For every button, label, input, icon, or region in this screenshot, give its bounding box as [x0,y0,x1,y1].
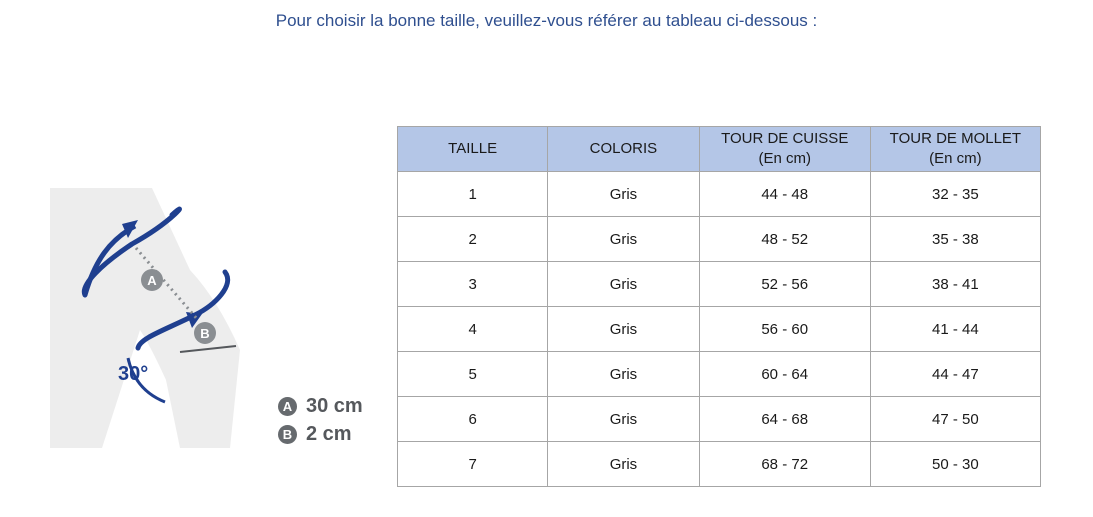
marker-b-label: B [200,326,210,341]
table-row [398,217,1041,262]
cell-mollet: 32 - 35 [870,172,1040,217]
header-coloris [548,127,699,172]
leg-shape [50,188,240,448]
measurement-legend [278,392,363,448]
header-taille-line1: TAILLE [448,140,498,157]
cell-mollet: 50 - 30 [870,442,1040,487]
cell-taille: 1 [398,172,548,217]
header-mollet-line2: (En cm) [929,150,982,167]
cell-cuisse: 52 - 56 [699,262,870,307]
cell-taille: 7 [398,442,548,487]
cell-taille: 2 [398,217,548,262]
header-tour-de-mollet [870,127,1040,172]
header-mollet-line1: TOUR DE MOLLET [889,130,1022,147]
table-row [398,397,1041,442]
cell-coloris: Gris [548,442,699,487]
angle-label: 30° [118,363,149,385]
legend-text-b: 2 cm [306,422,352,445]
table-header-row [398,127,1041,172]
cell-taille: 3 [398,262,548,307]
legend-text-a: 30 cm [306,394,363,417]
header-cuisse-line2: (En cm) [758,150,811,167]
legend-badge-a: A [278,397,297,416]
cell-taille: 6 [398,397,548,442]
table-row [398,307,1041,352]
cell-coloris: Gris [548,262,699,307]
header-cuisse-line1: TOUR DE CUISSE [721,130,849,147]
legend-row-b [278,420,363,448]
cell-coloris: Gris [548,352,699,397]
table-row [398,172,1041,217]
cell-mollet: 47 - 50 [870,397,1040,442]
legend-badge-b: B [278,425,297,444]
header-tour-de-cuisse [699,127,870,172]
marker-a-label: A [147,273,157,288]
cell-taille: 4 [398,307,548,352]
cell-coloris: Gris [548,307,699,352]
size-table [397,126,1041,487]
cell-mollet: 41 - 44 [870,307,1040,352]
header-taille [398,127,548,172]
cell-cuisse: 44 - 48 [699,172,870,217]
cell-coloris: Gris [548,172,699,217]
page-title: Pour choisir la bonne taille, veuillez-vous référer au tableau ci-dessous : [275,11,818,30]
table-row [398,352,1041,397]
cell-coloris: Gris [548,217,699,262]
cell-mollet: 44 - 47 [870,352,1040,397]
cell-cuisse: 68 - 72 [699,442,870,487]
cell-cuisse: 60 - 64 [699,352,870,397]
cell-cuisse: 64 - 68 [699,397,870,442]
cell-mollet: 38 - 41 [870,262,1040,307]
cell-mollet: 35 - 38 [870,217,1040,262]
cell-taille: 5 [398,352,548,397]
table-row [398,442,1041,487]
header-coloris-line1: COLORIS [589,140,658,157]
table-row [398,262,1041,307]
cell-coloris: Gris [548,397,699,442]
cell-cuisse: 48 - 52 [699,217,870,262]
legend-row-a [278,392,363,420]
cell-cuisse: 56 - 60 [699,307,870,352]
